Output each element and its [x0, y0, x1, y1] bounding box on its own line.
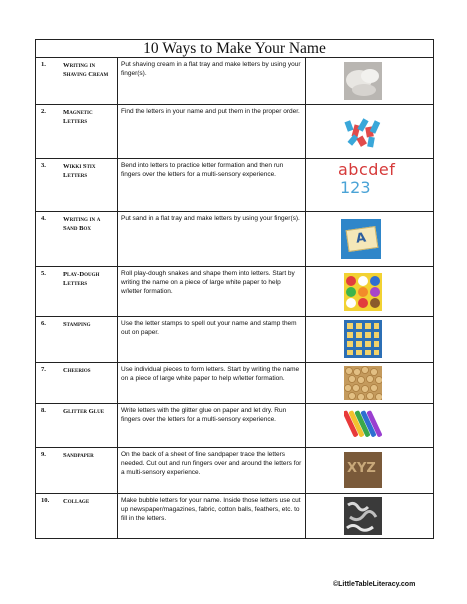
activity-image-cell: [306, 159, 434, 212]
activity-name: Magnetic Letters: [63, 109, 93, 125]
play-dough-photo: [344, 273, 382, 311]
sandpaper-letters-text: XYZ: [347, 461, 376, 476]
activity-image-cell: [306, 267, 434, 317]
title-row: [36, 40, 434, 58]
table-row: [36, 404, 434, 448]
table-row: [36, 159, 434, 212]
activity-description: Use individual pieces to form letters. Start by writing the name on a piece of large white paper to help w/letter formation.: [118, 363, 306, 404]
activity-number: 10.: [41, 497, 50, 504]
activity-number: 8.: [41, 407, 46, 414]
wikki-stix-letters-text: abcdef: [338, 160, 396, 179]
activity-name: Cheerios: [63, 367, 91, 374]
activity-description: Make bubble letters for your name. Inside those letters use cut up newspaper/magazines, fabric, cotton balls, feathers, etc. to fill in the letters.: [118, 494, 306, 539]
activity-number: 3.: [41, 162, 46, 169]
wikki-stix-letters-image: [338, 161, 398, 197]
table-row: [36, 363, 434, 404]
activity-image-cell: [306, 58, 434, 105]
activity-number: 5.: [41, 270, 46, 277]
wikki-stix-numbers-text: 123: [340, 178, 371, 197]
activity-number: 1.: [41, 61, 46, 68]
activity-sheet: [35, 39, 433, 539]
copyright-footer: ©LittleTableLiteracy.com: [333, 581, 416, 588]
activity-name-cell: [36, 448, 118, 494]
activity-description: Put sand in a flat tray and make letters by using your finger(s).: [118, 212, 306, 267]
activity-description: Find the letters in your name and put them in the proper order.: [118, 105, 306, 159]
activity-name-cell: [36, 267, 118, 317]
activity-name-cell: [36, 159, 118, 212]
activity-description: Use the letter stamps to spell out your name and stamp them out on paper.: [118, 317, 306, 363]
table-row: [36, 212, 434, 267]
activity-image-cell: [306, 404, 434, 448]
activity-name: Writing in a Sand Box: [63, 216, 101, 232]
activity-description: Put shaving cream in a flat tray and make letters by using your finger(s).: [118, 58, 306, 105]
activities-table: [35, 39, 434, 539]
activity-description: Roll play-dough snakes and shape them into letters. Start by writing the name on a piece of large white paper to help w/letter formation.: [118, 267, 306, 317]
letter-stamps-photo: [344, 320, 382, 358]
collage-photo: [344, 497, 382, 535]
activity-name: Collage: [63, 498, 90, 505]
sand-letter: A: [354, 230, 367, 247]
table-row: [36, 267, 434, 317]
activity-image-cell: [306, 494, 434, 539]
activity-name: Stamping: [63, 321, 91, 328]
activity-number: 9.: [41, 451, 46, 458]
activity-name: Glitter Glue: [63, 408, 105, 415]
activity-image-cell: [306, 448, 434, 494]
activity-name: Wikki Stix Letters: [63, 163, 96, 179]
activity-number: 6.: [41, 320, 46, 327]
activity-name: Play-Dough Letters: [63, 271, 100, 287]
activity-description: Bend into letters to practice letter formation and then run fingers over the letters for a multi-sensory experience.: [118, 159, 306, 212]
activity-name-cell: [36, 494, 118, 539]
activity-name-cell: [36, 404, 118, 448]
sand-box-image: [341, 219, 381, 259]
table-row: [36, 494, 434, 539]
glitter-glue-image: [344, 406, 382, 444]
activity-description: Write letters with the glitter glue on paper and let dry. Run fingers over the letters for a multi-sensory experience.: [118, 404, 306, 448]
magnetic-letters-photo: [344, 113, 382, 151]
activity-name: Sandpaper: [63, 452, 94, 459]
activity-number: 2.: [41, 108, 46, 115]
table-row: [36, 105, 434, 159]
activity-number: 4.: [41, 215, 46, 222]
activity-name-cell: [36, 212, 118, 267]
activity-image-cell: [306, 363, 434, 404]
activity-name: Writing in Shaving Cream: [63, 62, 109, 78]
activity-image-cell: [306, 105, 434, 159]
activity-name-cell: [36, 58, 118, 105]
activity-name-cell: [36, 105, 118, 159]
activity-description: On the back of a sheet of fine sandpaper trace the letters needed. Cut out and run fingers over and around the letters for a multi-sensory experience.: [118, 448, 306, 494]
shaving-cream-photo: [344, 62, 382, 100]
activity-name-cell: [36, 363, 118, 404]
activity-name-cell: [36, 317, 118, 363]
sheet-title: 10 Ways to Make Your Name: [36, 40, 434, 58]
table-row: [36, 317, 434, 363]
cheerios-photo: [344, 366, 382, 400]
sandpaper-letters-photo: [344, 452, 382, 488]
table-row: [36, 58, 434, 105]
table-row: [36, 448, 434, 494]
activity-image-cell: [306, 212, 434, 267]
activity-number: 7.: [41, 366, 46, 373]
activity-image-cell: [306, 317, 434, 363]
